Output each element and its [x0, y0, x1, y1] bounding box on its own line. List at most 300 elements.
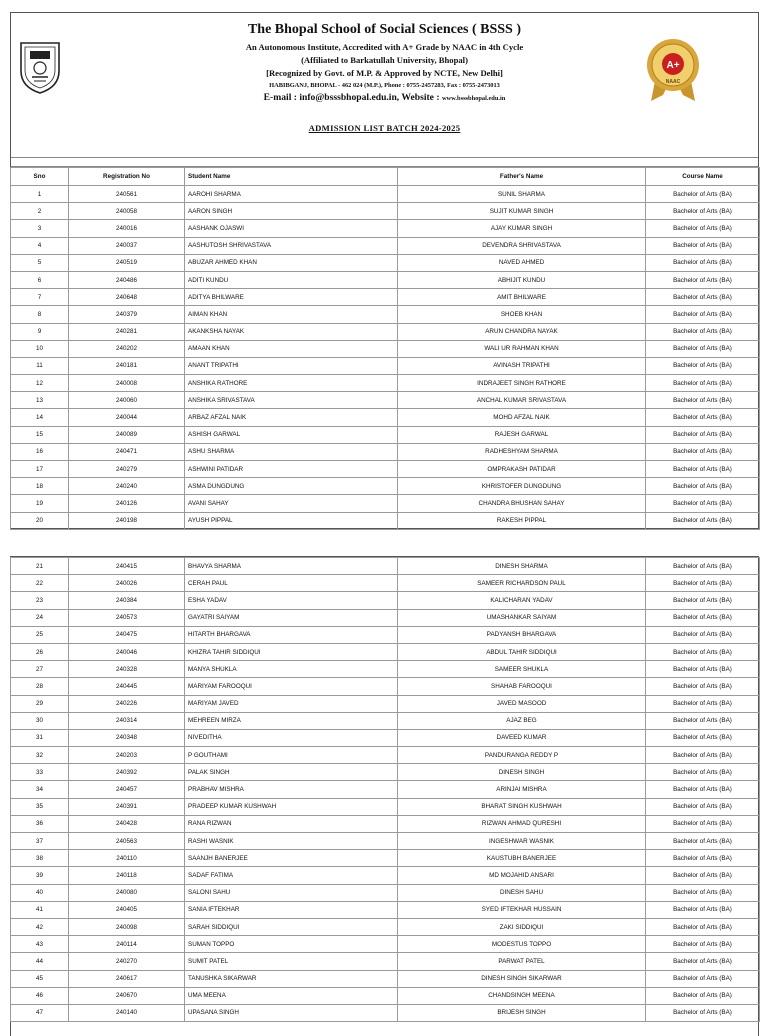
student-name-cell: SANIA IFTEKHAR [185, 901, 398, 918]
course-name-cell: Bachelor of Arts (BA) [646, 592, 760, 609]
registration-cell: 240279 [69, 461, 185, 478]
course-name-cell: Bachelor of Arts (BA) [646, 203, 760, 220]
course-name-cell: Bachelor of Arts (BA) [646, 867, 760, 884]
course-name-cell: Bachelor of Arts (BA) [646, 764, 760, 781]
course-name-cell: Bachelor of Arts (BA) [646, 936, 760, 953]
registration-cell: 240379 [69, 306, 185, 323]
course-name-cell: Bachelor of Arts (BA) [646, 512, 760, 529]
registration-cell: 240457 [69, 781, 185, 798]
course-name-cell: Bachelor of Arts (BA) [646, 461, 760, 478]
course-name-cell: Bachelor of Arts (BA) [646, 340, 760, 357]
admission-table-page-1 [10, 167, 760, 530]
registration-cell: 240098 [69, 918, 185, 935]
registration-cell: 240328 [69, 661, 185, 678]
sno-cell: 41 [11, 901, 69, 918]
course-name-cell: Bachelor of Arts (BA) [646, 495, 760, 512]
registration-cell: 240471 [69, 443, 185, 460]
student-name-cell: TANUSHKA SIKARWAR [185, 970, 398, 987]
registration-cell: 240114 [69, 936, 185, 953]
table-row [11, 729, 760, 746]
student-name-cell: PRADEEP KUMAR KUSHWAH [185, 798, 398, 815]
table-row [11, 953, 760, 970]
table-row [11, 712, 760, 729]
student-name-cell: AAROHI SHARMA [185, 186, 398, 203]
sno-cell: 30 [11, 712, 69, 729]
registration-cell: 240648 [69, 289, 185, 306]
student-name-cell: ASMA DUNGDUNG [185, 478, 398, 495]
table-row [11, 495, 760, 512]
sno-cell: 15 [11, 426, 69, 443]
father-name-cell: AVINASH TRIPATHI [398, 357, 646, 374]
table-row [11, 375, 760, 392]
father-name-cell: RAKESH PIPPAL [398, 512, 646, 529]
father-name-cell: NAVED AHMED [398, 254, 646, 271]
father-name-cell: INDRAJEET SINGH RATHORE [398, 375, 646, 392]
admission-list-title: ADMISSION LIST BATCH 2024-2025 [308, 123, 461, 133]
student-name-cell: P GOUTHAMI [185, 747, 398, 764]
course-name-cell: Bachelor of Arts (BA) [646, 409, 760, 426]
course-name-cell: Bachelor of Arts (BA) [646, 815, 760, 832]
course-name-cell: Bachelor of Arts (BA) [646, 833, 760, 850]
table-row [11, 781, 760, 798]
sno-cell: 43 [11, 936, 69, 953]
course-name-cell: Bachelor of Arts (BA) [646, 558, 760, 575]
father-name-cell: SHAHAB FAROOQUI [398, 678, 646, 695]
sno-cell: 26 [11, 643, 69, 660]
header-spacer [11, 158, 758, 167]
course-name-cell: Bachelor of Arts (BA) [646, 1004, 760, 1021]
student-name-cell: RASHI WASNIK [185, 833, 398, 850]
affiliation-line: (Affiliated to Barkatullah University, Bhopal) [301, 55, 468, 65]
sno-cell: 17 [11, 461, 69, 478]
table-row [11, 1004, 760, 1021]
father-name-cell: SUNIL SHARMA [398, 186, 646, 203]
student-name-cell: ASHISH GARWAL [185, 426, 398, 443]
father-name-cell: BHARAT SINGH KUSHWAH [398, 798, 646, 815]
sno-cell: 9 [11, 323, 69, 340]
student-name-cell: SUMIT PATEL [185, 953, 398, 970]
father-name-cell: ABHIJIT KUNDU [398, 271, 646, 288]
registration-cell: 240026 [69, 575, 185, 592]
sno-cell: 40 [11, 884, 69, 901]
student-name-cell: AYUSH PIPPAL [185, 512, 398, 529]
sno-cell: 8 [11, 306, 69, 323]
father-name-cell: CHANDRA BHUSHAN SAHAY [398, 495, 646, 512]
sno-cell: 11 [11, 357, 69, 374]
table-row [11, 220, 760, 237]
table-row [11, 271, 760, 288]
student-name-cell: AARON SINGH [185, 203, 398, 220]
registration-cell: 240392 [69, 764, 185, 781]
student-name-cell: SALONI SAHU [185, 884, 398, 901]
student-name-cell: ANSHIKA RATHORE [185, 375, 398, 392]
student-name-cell: AIMAN KHAN [185, 306, 398, 323]
sno-cell: 38 [11, 850, 69, 867]
course-name-cell: Bachelor of Arts (BA) [646, 626, 760, 643]
table-row [11, 747, 760, 764]
admission-table-page-2 [10, 557, 760, 1022]
father-name-cell: INGESHWAR WASNIK [398, 833, 646, 850]
sno-cell: 36 [11, 815, 69, 832]
father-name-cell: AJAY KUMAR SINGH [398, 220, 646, 237]
student-name-cell: SAANJH BANERJEE [185, 850, 398, 867]
document-page-2 [10, 556, 759, 1036]
father-name-cell: SYED IFTEKHAR HUSSAIN [398, 901, 646, 918]
table-row [11, 323, 760, 340]
registration-cell: 240428 [69, 815, 185, 832]
table-row [11, 867, 760, 884]
address-line: HABIBGANJ, BHOPAL - 462 024 (M.P.), Phone : 0755-2457283, Fax : 0755-2473013 [269, 82, 500, 89]
sno-cell: 44 [11, 953, 69, 970]
table-row [11, 643, 760, 660]
website-link[interactable]: www.bsssbhopal.edu.in [441, 95, 506, 102]
table-row [11, 340, 760, 357]
course-name-cell: Bachelor of Arts (BA) [646, 747, 760, 764]
course-name-cell: Bachelor of Arts (BA) [646, 443, 760, 460]
naac-label-text: NAAC [665, 79, 681, 85]
college-title: The Bhopal School of Social Sciences ( BSSS ) [247, 22, 522, 37]
table-row [11, 237, 760, 254]
table-row [11, 558, 760, 575]
student-name-cell: ARBAZ AFZAL NAIK [185, 409, 398, 426]
father-name-cell: CHANDSINGH MEENA [398, 987, 646, 1004]
table-row [11, 592, 760, 609]
registration-cell: 240110 [69, 850, 185, 867]
sno-cell: 21 [11, 558, 69, 575]
registration-cell: 240080 [69, 884, 185, 901]
course-name-cell: Bachelor of Arts (BA) [646, 271, 760, 288]
registration-cell: 240519 [69, 254, 185, 271]
table-row [11, 461, 760, 478]
registration-cell: 240203 [69, 747, 185, 764]
sno-cell: 4 [11, 237, 69, 254]
table-row [11, 918, 760, 935]
student-name-cell: ANSHIKA SRIVASTAVA [185, 392, 398, 409]
student-name-cell: MEHREEN MIRZA [185, 712, 398, 729]
student-name-cell: SADAF FATIMA [185, 867, 398, 884]
registration-cell: 240563 [69, 833, 185, 850]
table-row [11, 512, 760, 529]
registration-cell: 240202 [69, 340, 185, 357]
student-name-cell: AASHUTOSH SHRIVASTAVA [185, 237, 398, 254]
table-row [11, 798, 760, 815]
sno-cell: 14 [11, 409, 69, 426]
course-name-cell: Bachelor of Arts (BA) [646, 850, 760, 867]
sno-cell: 12 [11, 375, 69, 392]
sno-cell: 45 [11, 970, 69, 987]
student-name-cell: SUMAN TOPPO [185, 936, 398, 953]
father-name-cell: DINESH SINGH SIKARWAR [398, 970, 646, 987]
registration-cell: 240181 [69, 357, 185, 374]
sno-cell: 5 [11, 254, 69, 271]
course-name-cell: Bachelor of Arts (BA) [646, 918, 760, 935]
table-row [11, 695, 760, 712]
registration-cell: 240226 [69, 695, 185, 712]
registration-cell: 240486 [69, 271, 185, 288]
registration-cell: 240198 [69, 512, 185, 529]
course-name-cell: Bachelor of Arts (BA) [646, 695, 760, 712]
registration-cell: 240126 [69, 495, 185, 512]
father-name-cell: KAUSTUBH BANERJEE [398, 850, 646, 867]
course-name-cell: Bachelor of Arts (BA) [646, 237, 760, 254]
registration-cell: 240058 [69, 203, 185, 220]
col-header-father: Father's Name [398, 168, 646, 186]
registration-cell: 240044 [69, 409, 185, 426]
father-name-cell: UMASHANKAR SAIYAM [398, 609, 646, 626]
student-name-cell: AKANKSHA NAYAK [185, 323, 398, 340]
registration-cell: 240415 [69, 558, 185, 575]
registration-cell: 240314 [69, 712, 185, 729]
table-row [11, 254, 760, 271]
table-row [11, 850, 760, 867]
sno-cell: 22 [11, 575, 69, 592]
father-name-cell: KALICHARAN YADAV [398, 592, 646, 609]
student-name-cell: KHIZRA TAHIR SIDDIQUI [185, 643, 398, 660]
sno-cell: 34 [11, 781, 69, 798]
course-name-cell: Bachelor of Arts (BA) [646, 186, 760, 203]
father-name-cell: SAMEER SHUKLA [398, 661, 646, 678]
father-name-cell: ARUN CHANDRA NAYAK [398, 323, 646, 340]
course-name-cell: Bachelor of Arts (BA) [646, 254, 760, 271]
student-name-cell: ABUZAR AHMED KHAN [185, 254, 398, 271]
student-name-cell: ASHWINI PATIDAR [185, 461, 398, 478]
father-name-cell: AJAZ BEG [398, 712, 646, 729]
student-name-cell: ADITI KUNDU [185, 271, 398, 288]
student-name-cell: ADITYA BHILWARE [185, 289, 398, 306]
registration-cell: 240445 [69, 678, 185, 695]
father-name-cell: AMIT BHILWARE [398, 289, 646, 306]
table-row [11, 357, 760, 374]
naac-grade-text: A+ [666, 60, 680, 71]
course-name-cell: Bachelor of Arts (BA) [646, 970, 760, 987]
sno-cell: 18 [11, 478, 69, 495]
sno-cell: 37 [11, 833, 69, 850]
course-name-cell: Bachelor of Arts (BA) [646, 781, 760, 798]
father-name-cell: ABDUL TAHIR SIDDIQUI [398, 643, 646, 660]
sno-cell: 25 [11, 626, 69, 643]
father-name-cell: SAMEER RICHARDSON PAUL [398, 575, 646, 592]
table-body-page-2 [11, 558, 760, 1022]
father-name-cell: PARWAT PATEL [398, 953, 646, 970]
col-header-course: Course Name [646, 168, 760, 186]
table-body-page-1 [11, 186, 760, 530]
student-name-cell: GAYATRI SAIYAM [185, 609, 398, 626]
registration-cell: 240060 [69, 392, 185, 409]
student-name-cell: AMAAN KHAN [185, 340, 398, 357]
student-name-cell: ANANT TRIPATHI [185, 357, 398, 374]
course-name-cell: Bachelor of Arts (BA) [646, 375, 760, 392]
student-name-cell: HITARTH BHARGAVA [185, 626, 398, 643]
course-name-cell: Bachelor of Arts (BA) [646, 306, 760, 323]
student-name-cell: MANYA SHUKLA [185, 661, 398, 678]
sno-cell: 39 [11, 867, 69, 884]
registration-cell: 240240 [69, 478, 185, 495]
table-row [11, 901, 760, 918]
sno-cell: 35 [11, 798, 69, 815]
table-row [11, 884, 760, 901]
course-name-cell: Bachelor of Arts (BA) [646, 901, 760, 918]
col-header-registration: Registration No [69, 168, 185, 186]
col-header-student: Student Name [185, 168, 398, 186]
table-row [11, 987, 760, 1004]
student-name-cell: ASHU SHARMA [185, 443, 398, 460]
naac-badge-logo [645, 37, 701, 103]
father-name-cell: PADYANSH BHARGAVA [398, 626, 646, 643]
table-row [11, 289, 760, 306]
father-name-cell: RADHESHYAM SHARMA [398, 443, 646, 460]
course-name-cell: Bachelor of Arts (BA) [646, 478, 760, 495]
registration-cell: 240573 [69, 609, 185, 626]
father-name-cell: RIZWAN AHMAD QURESHI [398, 815, 646, 832]
father-name-cell: WALI UR RAHMAN KHAN [398, 340, 646, 357]
sno-cell: 27 [11, 661, 69, 678]
father-name-cell: ZAKI SIDDIQUI [398, 918, 646, 935]
registration-cell: 240016 [69, 220, 185, 237]
registration-cell: 240140 [69, 1004, 185, 1021]
course-name-cell: Bachelor of Arts (BA) [646, 392, 760, 409]
college-header [11, 13, 758, 158]
student-name-cell: MARIYAM JAVED [185, 695, 398, 712]
father-name-cell: PANDURANGA REDDY P [398, 747, 646, 764]
student-name-cell: MARIYAM FAROOQUI [185, 678, 398, 695]
course-name-cell: Bachelor of Arts (BA) [646, 323, 760, 340]
sno-cell: 3 [11, 220, 69, 237]
father-name-cell: DEVENDRA SHRIVASTAVA [398, 237, 646, 254]
col-header-sno: Sno [11, 168, 69, 186]
table-row [11, 392, 760, 409]
registration-cell: 240384 [69, 592, 185, 609]
registration-cell: 240670 [69, 987, 185, 1004]
sno-cell: 28 [11, 678, 69, 695]
sno-cell: 10 [11, 340, 69, 357]
father-name-cell: OMPRAKASH PATIDAR [398, 461, 646, 478]
table-row [11, 764, 760, 781]
table-row [11, 575, 760, 592]
email-text: E-mail : info@bsssbhopal.edu.in, Website : [263, 92, 442, 103]
father-name-cell: MD MOJAHID ANSARI [398, 867, 646, 884]
course-name-cell: Bachelor of Arts (BA) [646, 643, 760, 660]
table-row [11, 626, 760, 643]
sno-cell: 20 [11, 512, 69, 529]
father-name-cell: MOHD AFZAL NAIK [398, 409, 646, 426]
course-name-cell: Bachelor of Arts (BA) [646, 289, 760, 306]
registration-cell: 240391 [69, 798, 185, 815]
sno-cell: 46 [11, 987, 69, 1004]
father-name-cell: RAJESH GARWAL [398, 426, 646, 443]
document-page-1 [10, 12, 759, 529]
sno-cell: 7 [11, 289, 69, 306]
course-name-cell: Bachelor of Arts (BA) [646, 426, 760, 443]
registration-cell: 240046 [69, 643, 185, 660]
table-row [11, 833, 760, 850]
student-name-cell: AASHANK OJASWI [185, 220, 398, 237]
table-row [11, 306, 760, 323]
father-name-cell: ARINJAI MISHRA [398, 781, 646, 798]
student-name-cell: UPASANA SINGH [185, 1004, 398, 1021]
recognition-line: [Recognized by Govt. of M.P. & Approved by NCTE, New Delhi] [266, 68, 503, 78]
student-name-cell: NIVEDITHA [185, 729, 398, 746]
table-row [11, 426, 760, 443]
registration-cell: 240475 [69, 626, 185, 643]
registration-cell: 240281 [69, 323, 185, 340]
table-row [11, 409, 760, 426]
sno-cell: 1 [11, 186, 69, 203]
father-name-cell: DAVEED KUMAR [398, 729, 646, 746]
course-name-cell: Bachelor of Arts (BA) [646, 220, 760, 237]
father-name-cell: DINESH SAHU [398, 884, 646, 901]
sno-cell: 47 [11, 1004, 69, 1021]
sno-cell: 23 [11, 592, 69, 609]
student-name-cell: PALAK SINGH [185, 764, 398, 781]
registration-cell: 240405 [69, 901, 185, 918]
course-name-cell: Bachelor of Arts (BA) [646, 678, 760, 695]
father-name-cell: BRIJESH SINGH [398, 1004, 646, 1021]
course-name-cell: Bachelor of Arts (BA) [646, 884, 760, 901]
father-name-cell: SHOEB KHAN [398, 306, 646, 323]
sno-cell: 33 [11, 764, 69, 781]
sno-cell: 19 [11, 495, 69, 512]
student-name-cell: AVANI SAHAY [185, 495, 398, 512]
registration-cell: 240348 [69, 729, 185, 746]
registration-cell: 240118 [69, 867, 185, 884]
course-name-cell: Bachelor of Arts (BA) [646, 609, 760, 626]
table-row [11, 203, 760, 220]
table-row [11, 678, 760, 695]
registration-cell: 240037 [69, 237, 185, 254]
sno-cell: 32 [11, 747, 69, 764]
father-name-cell: DINESH SINGH [398, 764, 646, 781]
sno-cell: 13 [11, 392, 69, 409]
registration-cell: 240561 [69, 186, 185, 203]
accreditation-line: An Autonomous Institute, Accredited with A+ Grade by NAAC in 4th Cycle [245, 42, 524, 52]
registration-cell: 240089 [69, 426, 185, 443]
course-name-cell: Bachelor of Arts (BA) [646, 953, 760, 970]
student-name-cell: ESHA YADAV [185, 592, 398, 609]
table-row [11, 186, 760, 203]
course-name-cell: Bachelor of Arts (BA) [646, 575, 760, 592]
course-name-cell: Bachelor of Arts (BA) [646, 712, 760, 729]
table-row [11, 609, 760, 626]
course-name-cell: Bachelor of Arts (BA) [646, 987, 760, 1004]
student-name-cell: SARAH SIDDIQUI [185, 918, 398, 935]
header-divider [11, 157, 758, 158]
father-name-cell: DINESH SHARMA [398, 558, 646, 575]
sno-cell: 2 [11, 203, 69, 220]
sno-cell: 29 [11, 695, 69, 712]
table-row [11, 970, 760, 987]
student-name-cell: BHAVYA SHARMA [185, 558, 398, 575]
sno-cell: 31 [11, 729, 69, 746]
student-name-cell: CERAH PAUL [185, 575, 398, 592]
table-header-row [11, 168, 760, 186]
father-name-cell: ANCHAL KUMAR SRIVASTAVA [398, 392, 646, 409]
course-name-cell: Bachelor of Arts (BA) [646, 661, 760, 678]
father-name-cell: KHRISTOFER DUNGDUNG [398, 478, 646, 495]
sno-cell: 6 [11, 271, 69, 288]
registration-cell: 240617 [69, 970, 185, 987]
course-name-cell: Bachelor of Arts (BA) [646, 357, 760, 374]
course-name-cell: Bachelor of Arts (BA) [646, 729, 760, 746]
sno-cell: 42 [11, 918, 69, 935]
sno-cell: 24 [11, 609, 69, 626]
course-name-cell: Bachelor of Arts (BA) [646, 798, 760, 815]
student-name-cell: RANA RIZWAN [185, 815, 398, 832]
table-row [11, 661, 760, 678]
sno-cell: 16 [11, 443, 69, 460]
table-row [11, 815, 760, 832]
table-row [11, 936, 760, 953]
father-name-cell: JAVED MASOOD [398, 695, 646, 712]
